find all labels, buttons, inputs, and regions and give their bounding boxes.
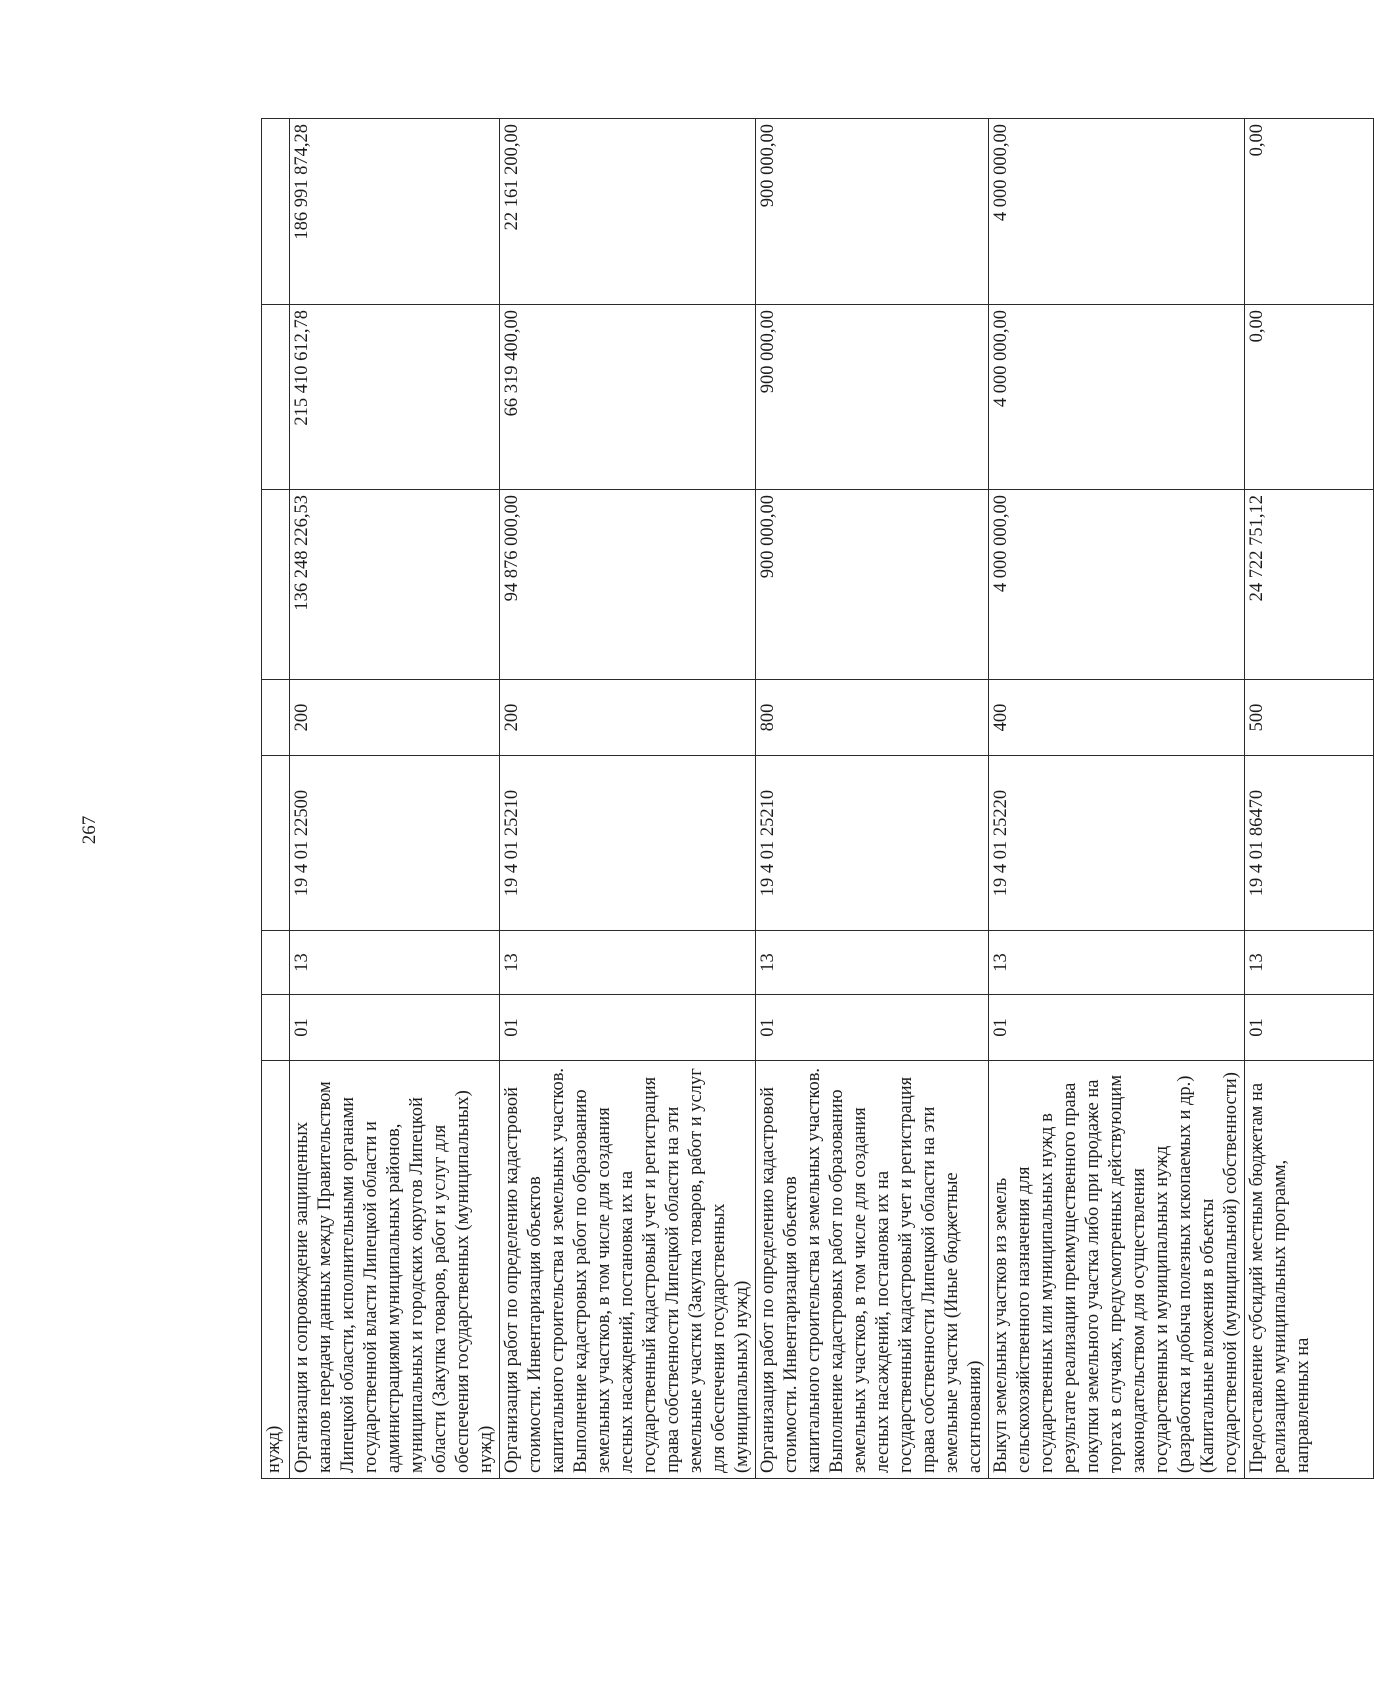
row-name: Предоставление субсидий местным бюджетам на реализацию муниципальных программ, направленных на: [1245, 1061, 1374, 1479]
row-name: нужд): [262, 1061, 290, 1479]
expense-type-code: 800: [756, 680, 989, 756]
expense-type-code: 200: [290, 680, 500, 756]
amount-year-1: 4 000 000,00: [989, 490, 1245, 680]
amount-year-2: 4 000 000,00: [989, 305, 1245, 490]
expense-type-code: [262, 680, 290, 756]
section-code: [262, 995, 290, 1061]
table-row: [262, 119, 290, 1479]
subsection-code: 13: [290, 931, 500, 995]
amount-year-3: 186 991 874,28: [290, 119, 500, 305]
row-name: Организация и сопровождение защищенных каналов передачи данных между Правительством Липецкой области, исполнительными органами государственной власти Липецкой области и администрациями муниципальных районов, муниципальных и городских округов Липецкой области (Закупка товаров, работ и услуг для обеспечения государственных (муниципальных) нужд): [290, 1061, 500, 1479]
expense-type-code: 500: [1245, 680, 1374, 756]
amount-year-1: 900 000,00: [756, 490, 989, 680]
table-row: [500, 119, 756, 1479]
row-name: Выкуп земельных участков из земель сельскохозяйственного назначения для государственных или муниципальных нужд в результате реализации преимущественного права покупки земельного участка либо при продаже на торгах в случаях, предусмотренных действующим законодательством для осуществления государственных и муниципальных нужд (разработка и добыча полезных ископаемых и др.) (Капитальные вложения в объекты государственной (муниципальной) собственности): [989, 1061, 1245, 1479]
budget-table: [261, 118, 1374, 1479]
expense-type-code: 200: [500, 680, 756, 756]
amount-year-3: [262, 119, 290, 305]
section-code: 01: [756, 995, 989, 1061]
section-code: 01: [500, 995, 756, 1061]
subsection-code: 13: [989, 931, 1245, 995]
subsection-code: 13: [756, 931, 989, 995]
amount-year-3: 900 000,00: [756, 119, 989, 305]
target-article-code: 19 4 01 86470: [1245, 756, 1374, 931]
table-row: [290, 119, 500, 1479]
expense-type-code: 400: [989, 680, 1245, 756]
row-name: Организация работ по определению кадастровой стоимости. Инвентаризация объектов капитального строительства и земельных участков. Выполнение кадастровых работ по образованию земельных участков, в том числе для создания лесных насаждений, постановка их на государственный кадастровый учет и регистрация права собственности Липецкой области на эти земельные участки (Закупка товаров, работ и услуг для обеспечения государственных (муниципальных) нужд): [500, 1061, 756, 1479]
amount-year-1: [262, 490, 290, 680]
amount-year-2: 900 000,00: [756, 305, 989, 490]
amount-year-3: 4 000 000,00: [989, 119, 1245, 305]
amount-year-2: 215 410 612,78: [290, 305, 500, 490]
section-code: 01: [1245, 995, 1374, 1061]
table-row: [989, 119, 1245, 1479]
page-number: 267: [79, 815, 100, 845]
subsection-code: [262, 931, 290, 995]
amount-year-1: 94 876 000,00: [500, 490, 756, 680]
section-code: 01: [290, 995, 500, 1061]
amount-year-2: 0,00: [1245, 305, 1374, 490]
table-row: [1245, 119, 1374, 1479]
table-row: [756, 119, 989, 1479]
subsection-code: 13: [500, 931, 756, 995]
section-code: 01: [989, 995, 1245, 1061]
rotated-page-content: [261, 119, 1313, 1479]
amount-year-2: 66 319 400,00: [500, 305, 756, 490]
amount-year-3: 22 161 200,00: [500, 119, 756, 305]
target-article-code: 19 4 01 22500: [290, 756, 500, 931]
target-article-code: [262, 756, 290, 931]
target-article-code: 19 4 01 25220: [989, 756, 1245, 931]
amount-year-1: 24 722 751,12: [1245, 490, 1374, 680]
amount-year-2: [262, 305, 290, 490]
row-name: Организация работ по определению кадастровой стоимости. Инвентаризация объектов капитального строительства и земельных участков. Выполнение кадастровых работ по образованию земельных участков, в том числе для создания лесных насаждений, постановка их на государственный кадастровый учет и регистрация права собственности Липецкой области на эти земельные участки (Иные бюджетные ассигнования): [756, 1061, 989, 1479]
subsection-code: 13: [1245, 931, 1374, 995]
amount-year-1: 136 248 226,53: [290, 490, 500, 680]
amount-year-3: 0,00: [1245, 119, 1374, 305]
target-article-code: 19 4 01 25210: [756, 756, 989, 931]
target-article-code: 19 4 01 25210: [500, 756, 756, 931]
